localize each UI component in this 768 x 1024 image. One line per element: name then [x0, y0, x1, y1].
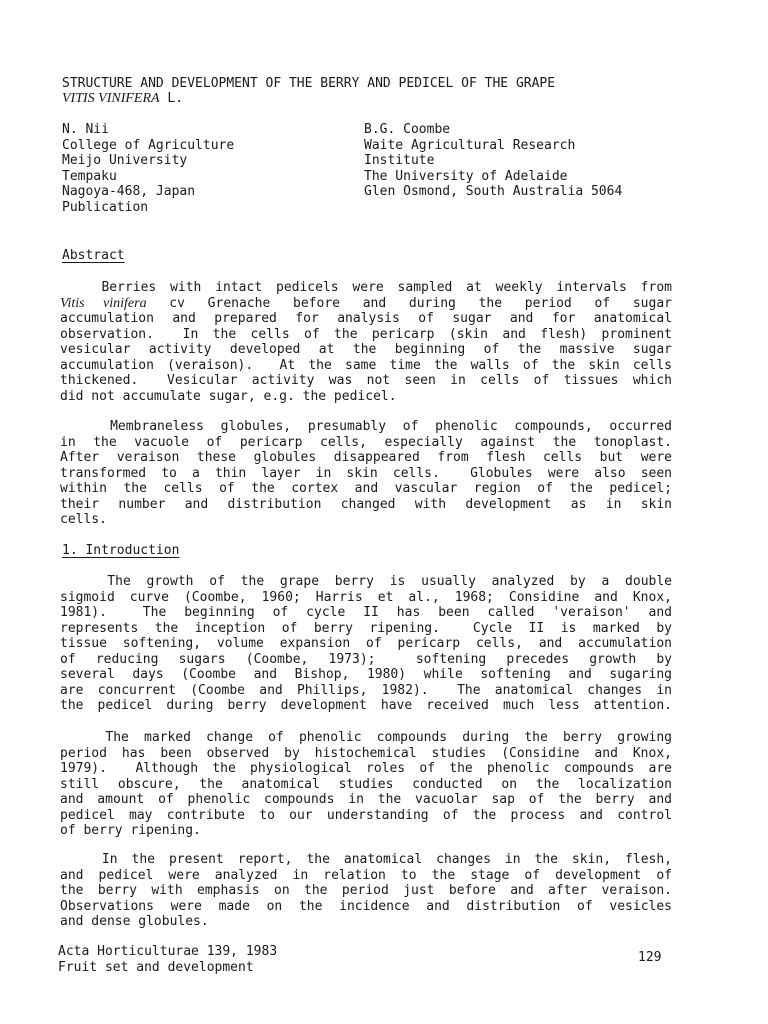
footer-section-line: Fruit set and development — [58, 960, 254, 975]
text-line: After veraison these globules disappeared from flesh cells but were — [60, 450, 672, 465]
text-line: accumulation (veraison). At the same time the walls of the skin cells — [60, 357, 672, 373]
author-right-line: The University of Adelaide — [364, 169, 568, 184]
text-line: in the vacuole of pericarp cells, especially against the tonoplast. — [60, 434, 672, 450]
abstract-heading: Abstract — [62, 248, 125, 263]
title-line-2-rest: L. — [159, 91, 184, 106]
text-line: pedicel may contribute to our understanding of the process and control — [60, 807, 672, 823]
author-right-line: Glen Osmond, South Australia 5064 — [364, 184, 623, 199]
author-left-line: College of Agriculture — [62, 138, 235, 153]
text-line: vesicular activity developed at the beginning of the massive sugar — [60, 342, 672, 357]
text-line: Observations were made on the incidence and distribution of vesicles — [60, 898, 672, 914]
title-line-1: STRUCTURE AND DEVELOPMENT OF THE BERRY AND PEDICEL OF THE GRAPE — [62, 76, 556, 91]
text-line: period has been observed by histochemical studies (Considine and Knox, — [60, 745, 672, 761]
author-right-line: B.G. Coombe — [364, 122, 451, 137]
abstract-paragraph-2 — [60, 419, 672, 528]
text-line: within the cells of the cortex and vascular region of the pedicel; — [60, 481, 672, 496]
introduction-heading: 1. Introduction — [62, 543, 180, 558]
text-line: are concurrent (Coombe and Phillips, 1982). The anatomical changes in — [60, 682, 672, 698]
text-line: transformed to a thin layer in skin cells. Globules were also seen — [60, 465, 672, 481]
text-segment: cv Grenache before and during the period of sugar — [146, 295, 672, 311]
text-line: Membraneless globules, presumably of phenolic compounds, occurred — [60, 419, 672, 434]
text-line — [60, 296, 672, 312]
text-line: and pedicel were analyzed in relation to the stage of development of — [60, 867, 672, 883]
author-left-line: N. Nii — [62, 122, 109, 137]
text-line: and amount of phenolic compounds in the vacuolar sap of the berry and — [60, 792, 672, 807]
introduction-paragraph-1 — [60, 574, 672, 714]
footer-journal-line: Acta Horticulturae 139, 1983 — [58, 944, 278, 959]
author-right-line: Institute — [364, 153, 435, 168]
text-line: Berries with intact pedicels were sampled at weekly intervals from — [60, 280, 672, 295]
text-line: their number and distribution changed with development as in skin — [60, 496, 672, 512]
author-left-line: Meijo University — [62, 153, 188, 168]
text-line: of berry ripening. — [60, 823, 201, 838]
text-line: thickened. Vesicular activity was not seen in cells of tissues which — [60, 373, 672, 388]
species-name-italic: VITIS VINIFERA — [62, 91, 160, 106]
text-line: of reducing sugars (Coombe, 1973); softening precedes growth by — [60, 651, 672, 667]
text-line: 1981). The beginning of cycle II has been called 'veraison' and — [60, 605, 672, 620]
text-line: represents the inception of berry ripening. Cycle II is marked by — [60, 620, 672, 636]
author-left-line: Publication — [62, 200, 149, 215]
text-line: In the present report, the anatomical changes in the skin, flesh, — [60, 852, 672, 867]
text-line: the berry with emphasis on the period just before and after veraison. — [60, 883, 672, 898]
author-left-line: Tempaku — [62, 169, 117, 184]
text-line: The growth of the grape berry is usually analyzed by a double — [60, 574, 672, 589]
species-name-italic: Vitis vinifera — [60, 295, 147, 311]
text-line: the pedicel during berry development have received much less attention. — [60, 698, 672, 713]
text-line: 1979). Although the physiological roles of the phenolic compounds are — [60, 761, 672, 776]
text-line: accumulation and prepared for analysis of sugar and for anatomical — [60, 311, 672, 326]
page-number: 129 — [638, 950, 662, 965]
title-line-2 — [62, 91, 183, 107]
text-line: The marked change of phenolic compounds during the berry growing — [60, 730, 672, 745]
introduction-paragraph-2 — [60, 730, 672, 839]
abstract-paragraph-1 — [60, 280, 672, 404]
introduction-paragraph-3 — [60, 852, 672, 930]
author-right-line: Waite Agricultural Research — [364, 138, 576, 153]
text-line: did not accumulate sugar, e.g. the pedicel. — [60, 388, 397, 404]
text-line: cells. — [60, 512, 107, 527]
text-line: several days (Coombe and Bishop, 1980) while softening and sugaring — [60, 667, 672, 682]
text-line: observation. In the cells of the pericarp (skin and flesh) prominent — [60, 326, 672, 342]
text-line: and dense globules. — [60, 914, 209, 929]
text-line: still obscure, the anatomical studies conducted on the localization — [60, 776, 672, 792]
author-left-line: Nagoya-468, Japan — [62, 184, 196, 199]
text-line: sigmoid curve (Coombe, 1960; Harris et al., 1968; Considine and Knox, — [60, 589, 672, 605]
text-line: tissue softening, volume expansion of pericarp cells, and accumulation — [60, 636, 672, 651]
